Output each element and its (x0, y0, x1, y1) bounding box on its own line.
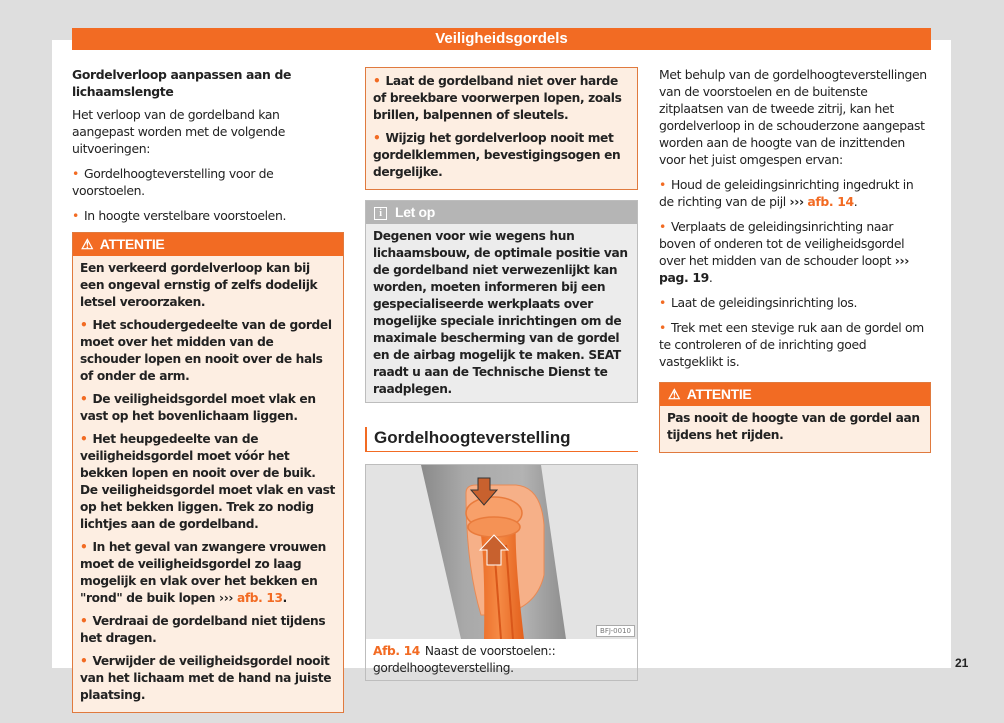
step-text: Verplaats de geleidingsinrichting naar boven of onderen tot de veiligheidsgordel over het midden van de schouder loopt (659, 219, 905, 268)
subsection-heading: Gordelverloop aanpassen aan de lichaamslengte (72, 67, 292, 99)
warning-body (660, 406, 930, 452)
warning-item: • Het schoudergedeelte van de gordel moet over het midden van de schouder lopen en nooit over de hals of onder de arm. (80, 317, 336, 385)
illustration-svg (366, 465, 637, 639)
warning-box (72, 232, 344, 713)
warning-title: ATTENTIE (686, 386, 752, 402)
section-heading: Gordelhoogteverstelling (365, 427, 638, 452)
figure-caption (366, 639, 637, 680)
list-item: • In hoogte verstelbare voorstoelen. (72, 207, 344, 224)
intro-paragraph: Met behulp van de gordelhoogteverstellingen van de voorstoelen en de buitenste zitplaatsen van de tweede zitrij, kan het gordelverloop in de schouderzone aangepast worden aan de hoogte van de inzittenden voor het juist omgespen ervan: (659, 67, 927, 167)
warning-item: • Verdraai de gordelband niet tijdens het dragen. (80, 613, 336, 647)
column-1 (72, 66, 344, 723)
warning-triangle-icon: ⚠ (668, 386, 681, 402)
step-item: • Trek met een stevige ruk aan de gordel om te controleren of de inrichting goed vastgeklikt is. (659, 319, 931, 370)
note-body: Degenen voor wie wegens hun lichaamsbouw, de optimale positie van de gordelband niet verwezenlijkt kan worden, moeten informeren bij een gespecialiseerde werkplaats over mogelijke speciale inrichtingen om de maximale bescherming van de gordel en de airbag mogelijk te maken. SEAT raadt u aan de Technische Dienst te raadplegen. (373, 229, 628, 396)
warning-box (659, 382, 931, 453)
cross-reference-arrows: ››› (789, 194, 804, 209)
warning-body (73, 256, 343, 712)
note-header (366, 201, 637, 224)
cross-reference-arrows: ››› (894, 253, 909, 268)
intro-paragraph: Het verloop van de gordelband kan aangepast worden met de volgende uitvoeringen: (72, 107, 286, 156)
page-number: 21 (955, 656, 969, 670)
figure-link-afb-13[interactable]: afb. 13 (236, 591, 283, 605)
warning-box-continued (365, 67, 638, 190)
cross-reference-arrows: ››› (219, 591, 234, 605)
figure-code: BFJ-0010 (596, 625, 635, 637)
chapter-title-bar: Veiligheidsgordels (72, 28, 931, 50)
guide-slider-lower (468, 517, 520, 537)
step-item (659, 176, 931, 210)
warning-header (660, 383, 930, 406)
figure-link-afb-14[interactable]: afb. 14 (807, 194, 854, 209)
figure-label: Afb. 14 (373, 644, 420, 658)
column-2 (365, 66, 638, 681)
step-item: • Laat de geleidingsinrichting los. (659, 294, 931, 311)
note-box (365, 200, 638, 403)
warning-item: • De veiligheidsgordel moet vlak en vast op het bovenlichaam liggen. (80, 391, 336, 425)
warning-text: Pas nooit de hoogte van de gordel aan tijdens het rijden. (667, 411, 920, 442)
warning-item: • Wijzig het gordelverloop nooit met gordelklemmen, bevestigingsogen en dergelijke. (373, 130, 630, 181)
warning-title: ATTENTIE (99, 236, 165, 252)
step-text: Houd de geleidingsinrichting ingedrukt in de richting van de pijl (659, 177, 914, 209)
warning-item-text: In het geval van zwangere vrouwen moet de veiligheidsgordel zo laag mogelijk en vlak over het bekken en "rond" de buik lopen (80, 540, 327, 605)
warning-item: • Het heupgedeelte van de veiligheidsgordel moet vóór het bekken lopen en nooit over de buik. De veiligheidsgordel moet vlak en vast op het bekken liggen. Trek zo nodig lichtjes aan de gordelband. (80, 431, 336, 533)
warning-item: • In het geval van zwangere vrouwen moet de veiligheidsgordel zo laag mogelijk en vlak over het bekken en "rond" de buik lopen ››› afb. 13. (80, 539, 336, 607)
step-suffix: . (853, 194, 858, 209)
list-item: • Gordelhoogteverstelling voor de voorstoelen. (72, 165, 344, 199)
figure-caption-text: Naast de voorstoelen:: gordelhoogteverstelling. (373, 644, 556, 675)
figure-14 (365, 464, 638, 681)
info-icon: i (374, 207, 387, 220)
note-title: Let op (395, 204, 435, 220)
warning-triangle-icon: ⚠ (81, 236, 94, 252)
step-suffix: . (708, 270, 713, 285)
column-3 (659, 66, 931, 463)
step-item (659, 218, 931, 286)
warning-item: • Verwijder de veiligheidsgordel nooit van het lichaam met de hand na juiste plaatsing. (80, 653, 336, 704)
warning-intro: Een verkeerd gordelverloop kan bij een ongeval ernstig of zelfs dodelijk letsel veroorzaken. (80, 261, 318, 309)
belt-height-adjuster-illustration (366, 465, 637, 639)
warning-body (366, 68, 637, 189)
warning-header (73, 233, 343, 256)
page-link-19[interactable]: pag. 19 (659, 270, 709, 285)
warning-item: • Laat de gordelband niet over harde of breekbare voorwerpen lopen, zoals brillen, balpennen of sleutels. (373, 73, 630, 124)
